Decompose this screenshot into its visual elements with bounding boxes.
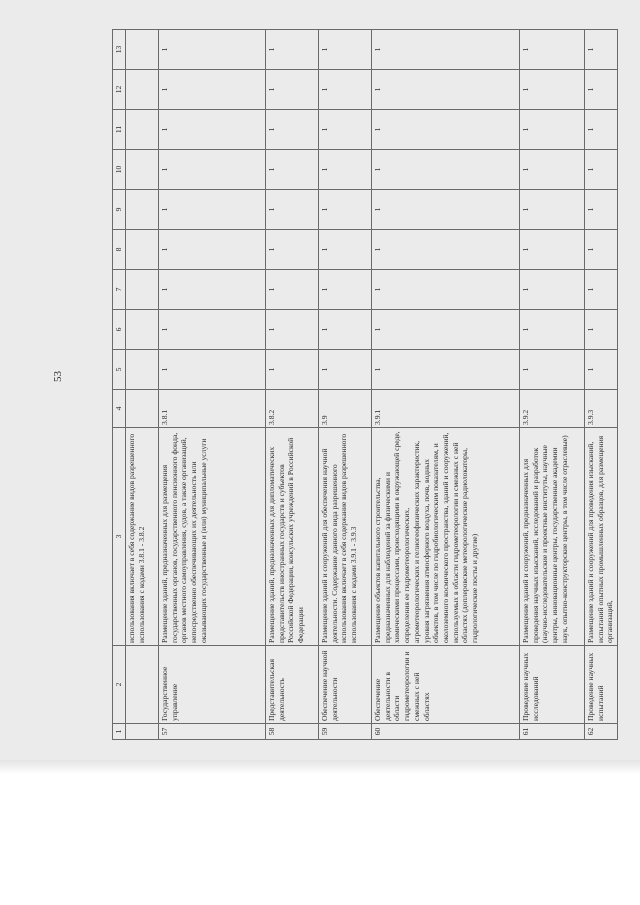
zone-mark: 1: [319, 30, 372, 70]
zone-mark: [126, 150, 159, 190]
col-header: 12: [113, 70, 126, 110]
table-row: [319, 30, 372, 740]
row-number: [126, 724, 159, 740]
use-code: 3.8.1: [159, 390, 266, 428]
zone-mark: 1: [520, 310, 585, 350]
use-description: Размещение зданий и сооружений, предназначенных для проведения научных изысканий, исследований и разработок (научно-исследовательские и проектные институты, научные центры, инновационные центры, государственные академии наук, опытно-конструкторские центры, в том числе отраслевые): [520, 428, 585, 646]
zone-mark: 1: [585, 110, 618, 150]
col-header: 11: [113, 110, 126, 150]
use-name: [126, 646, 159, 724]
rotated-table-container: [112, 30, 620, 740]
zone-mark: 1: [372, 310, 520, 350]
zone-mark: 1: [585, 30, 618, 70]
use-code: 3.9.3: [585, 390, 618, 428]
zone-mark: 1: [159, 190, 266, 230]
col-header: 4: [113, 390, 126, 428]
col-header: 7: [113, 270, 126, 310]
zone-mark: [126, 110, 159, 150]
table-row: [126, 30, 159, 740]
table-row: [372, 30, 520, 740]
page-number: 53: [52, 371, 64, 382]
zone-mark: 1: [520, 190, 585, 230]
zone-mark: 1: [372, 70, 520, 110]
row-number: 60: [372, 724, 520, 740]
zone-mark: 1: [266, 150, 319, 190]
zone-mark: 1: [159, 270, 266, 310]
zone-mark: 1: [520, 70, 585, 110]
zone-mark: 1: [585, 70, 618, 110]
use-name: Проведение научных испытаний: [585, 646, 618, 724]
zone-mark: 1: [520, 150, 585, 190]
zone-mark: 1: [266, 350, 319, 390]
zone-mark: 1: [372, 230, 520, 270]
zone-mark: [126, 230, 159, 270]
use-code: [126, 390, 159, 428]
col-header: 2: [113, 646, 126, 724]
zone-mark: 1: [372, 30, 520, 70]
zone-mark: 1: [159, 150, 266, 190]
zone-mark: 1: [266, 270, 319, 310]
zone-mark: 1: [266, 190, 319, 230]
zone-mark: 1: [159, 70, 266, 110]
zone-mark: 1: [585, 270, 618, 310]
use-description: Размещение зданий, предназначенных для дипломатических представительств иностранных государств и субъектов Российской Федерации, консульских учреждений в Российской Федерации: [266, 428, 319, 646]
use-code: 3.8.2: [266, 390, 319, 428]
zone-mark: 1: [266, 230, 319, 270]
zone-mark: 1: [585, 230, 618, 270]
row-number: 58: [266, 724, 319, 740]
use-code: 3.9.1: [372, 390, 520, 428]
zone-mark: [126, 30, 159, 70]
zone-mark: 1: [319, 150, 372, 190]
row-number: 62: [585, 724, 618, 740]
col-header: 5: [113, 350, 126, 390]
row-number: 61: [520, 724, 585, 740]
zone-mark: 1: [319, 230, 372, 270]
row-number: 59: [319, 724, 372, 740]
use-code: 3.9: [319, 390, 372, 428]
use-name: Представительская деятельность: [266, 646, 319, 724]
row-number: 57: [159, 724, 266, 740]
zone-mark: [126, 350, 159, 390]
use-description: Размещение зданий и сооружений для проведения изысканий, испытаний опытных промышленных образцов, для размещения организаций,: [585, 428, 618, 646]
zone-mark: 1: [585, 310, 618, 350]
zone-mark: 1: [372, 350, 520, 390]
zone-mark: 1: [319, 350, 372, 390]
zone-mark: 1: [159, 30, 266, 70]
zone-mark: [126, 270, 159, 310]
col-header: 6: [113, 310, 126, 350]
use-description: Размещение зданий и сооружений для обеспечения научной деятельности. Содержание данного вида разрешенного использования включает в себя содержание видов разрешенного использования с кодами 3.9.1 - 3.9.3: [319, 428, 372, 646]
use-code: 3.9.2: [520, 390, 585, 428]
table-row: [520, 30, 585, 740]
table-row: [585, 30, 618, 740]
zone-mark: 1: [159, 310, 266, 350]
zone-mark: 1: [319, 70, 372, 110]
col-header: 8: [113, 230, 126, 270]
zone-mark: 1: [372, 150, 520, 190]
zone-mark: [126, 310, 159, 350]
use-description: Размещение зданий, предназначенных для размещения государственных органов, государственного пенсионного фонда, органов местного самоуправления, судов, а также организаций, непосредственно обеспечивающих их деятельность или оказывающих государственные и (или) муниципальные услуги: [159, 428, 266, 646]
zone-mark: 1: [585, 150, 618, 190]
table-row: [159, 30, 266, 740]
zone-mark: 1: [159, 350, 266, 390]
zone-mark: 1: [520, 270, 585, 310]
zone-mark: 1: [319, 110, 372, 150]
col-header: 1: [113, 724, 126, 740]
zone-mark: 1: [266, 30, 319, 70]
zone-mark: 1: [520, 110, 585, 150]
use-name: Государственное управление: [159, 646, 266, 724]
zone-mark: 1: [372, 110, 520, 150]
table-row: [266, 30, 319, 740]
zone-mark: 1: [520, 350, 585, 390]
zone-mark: 1: [585, 190, 618, 230]
zone-mark: 1: [319, 190, 372, 230]
zone-mark: 1: [372, 270, 520, 310]
land-use-table: [112, 29, 618, 740]
zone-mark: 1: [319, 310, 372, 350]
use-name: Обеспечение деятельности в области гидрометеорологии и смежных с ней областях: [372, 646, 520, 724]
zone-mark: 1: [319, 270, 372, 310]
use-name: Проведение научных исследований: [520, 646, 585, 724]
column-number-header: [113, 30, 126, 740]
zone-mark: 1: [159, 230, 266, 270]
zone-mark: [126, 70, 159, 110]
zone-mark: 1: [159, 110, 266, 150]
scan-edge-shadow: [0, 760, 640, 774]
use-description: использования включает в себя содержание видов разрешенного использования с кодами 3.8.1 - 3.8.2: [126, 428, 159, 646]
zone-mark: 1: [520, 230, 585, 270]
col-header: 3: [113, 428, 126, 646]
zone-mark: 1: [266, 310, 319, 350]
zone-mark: 1: [372, 190, 520, 230]
col-header: 9: [113, 190, 126, 230]
use-description: Размещение объектов капитального строительства, предназначенных для наблюдений за физическими и химическими процессами, происходящими в окружающей среде, определения ее гидрометеорологических, агрометеорологических и гелиогеофизических характеристик, уровня загрязнения атмосферного воздуха, почв, водных объектов, в том числе по гидробиологическим показателям, и околоземного космического пространства, зданий и сооружений, используемых в области гидрометеорологии и смежных с ней областях (доплеровские метеорологические радиолокаторы, гидрологические посты и другие): [372, 428, 520, 646]
zone-mark: 1: [520, 30, 585, 70]
col-header: 13: [113, 30, 126, 70]
zone-mark: [126, 190, 159, 230]
zone-mark: 1: [585, 350, 618, 390]
col-header: 10: [113, 150, 126, 190]
zone-mark: 1: [266, 70, 319, 110]
zone-mark: 1: [266, 110, 319, 150]
use-name: Обеспечение научной деятельности: [319, 646, 372, 724]
